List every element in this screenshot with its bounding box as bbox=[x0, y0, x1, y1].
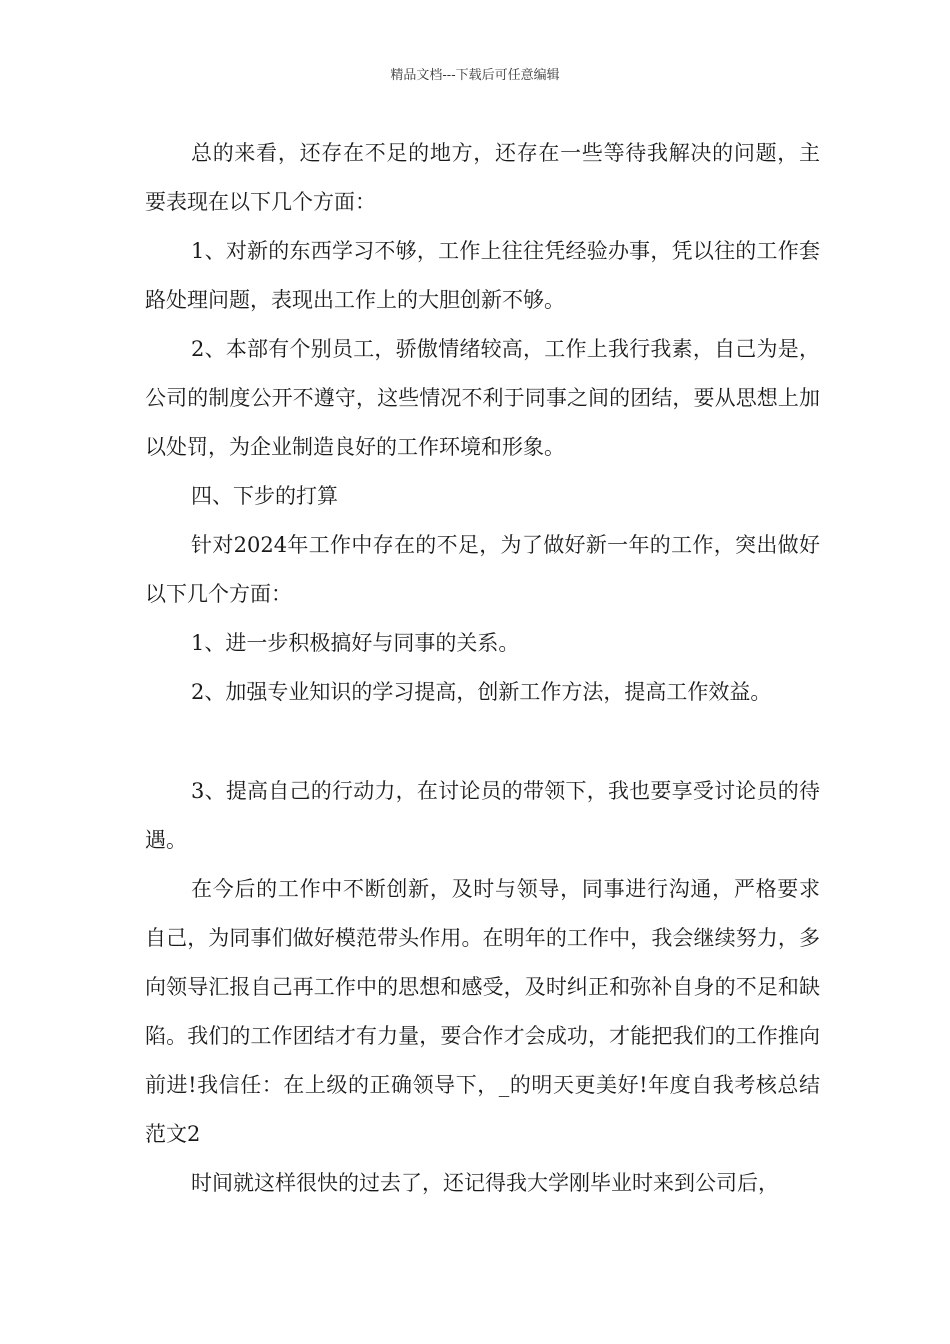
paragraph-plan-intro: 针对2024年工作中存在的不足，为了做好新一年的工作，突出做好以下几个方面： bbox=[145, 533, 820, 606]
paragraph-summary: 总的来看，还存在不足的地方，还存在一些等待我解决的问题，主要表现在以下几个方面： bbox=[145, 141, 820, 214]
document-body bbox=[145, 129, 820, 1208]
paragraph-conclusion: 在今后的工作中不断创新，及时与领导，同事进行沟通，严格要求自己，为同事们做好模范带头作用。在明年的工作中，我会继续努力，多向领导汇报自己再工作中的思想和感受，及时纠正和弥补自身的不足和缺陷。我们的工作团结才有力量，要合作才会成功，才能把我们的工作推向前进!我信任：在上级的正确领导下，_的明天更美好!年度自我考核总结范文2 bbox=[145, 877, 820, 1146]
paragraph-issue-1: 1、对新的东西学习不够，工作上往往凭经验办事，凭以往的工作套路处理问题，表现出工作上的大胆创新不够。 bbox=[145, 239, 820, 312]
section-heading-next-steps: 四、下步的打算 bbox=[191, 484, 338, 508]
paragraph-plan-1: 1、进一步积极搞好与同事的关系。 bbox=[191, 631, 520, 655]
paragraph-plan-2: 2、加强专业知识的学习提高，创新工作方法，提高工作效益。 bbox=[191, 680, 772, 704]
page-header: 精品文档---下载后可任意编辑 bbox=[390, 68, 560, 83]
paragraph-plan-3: 3、提高自己的行动力，在讨论员的带领下，我也要享受讨论员的待遇。 bbox=[145, 779, 820, 852]
paragraph-next-article: 时间就这样很快的过去了，还记得我大学刚毕业时来到公司后， bbox=[191, 1171, 779, 1195]
paragraph-issue-2: 2、本部有个别员工，骄傲情绪较高，工作上我行我素，自己为是，公司的制度公开不遵守，这些情况不利于同事之间的团结，要从思想上加以处罚，为企业制造良好的工作环境和形象。 bbox=[145, 337, 820, 459]
